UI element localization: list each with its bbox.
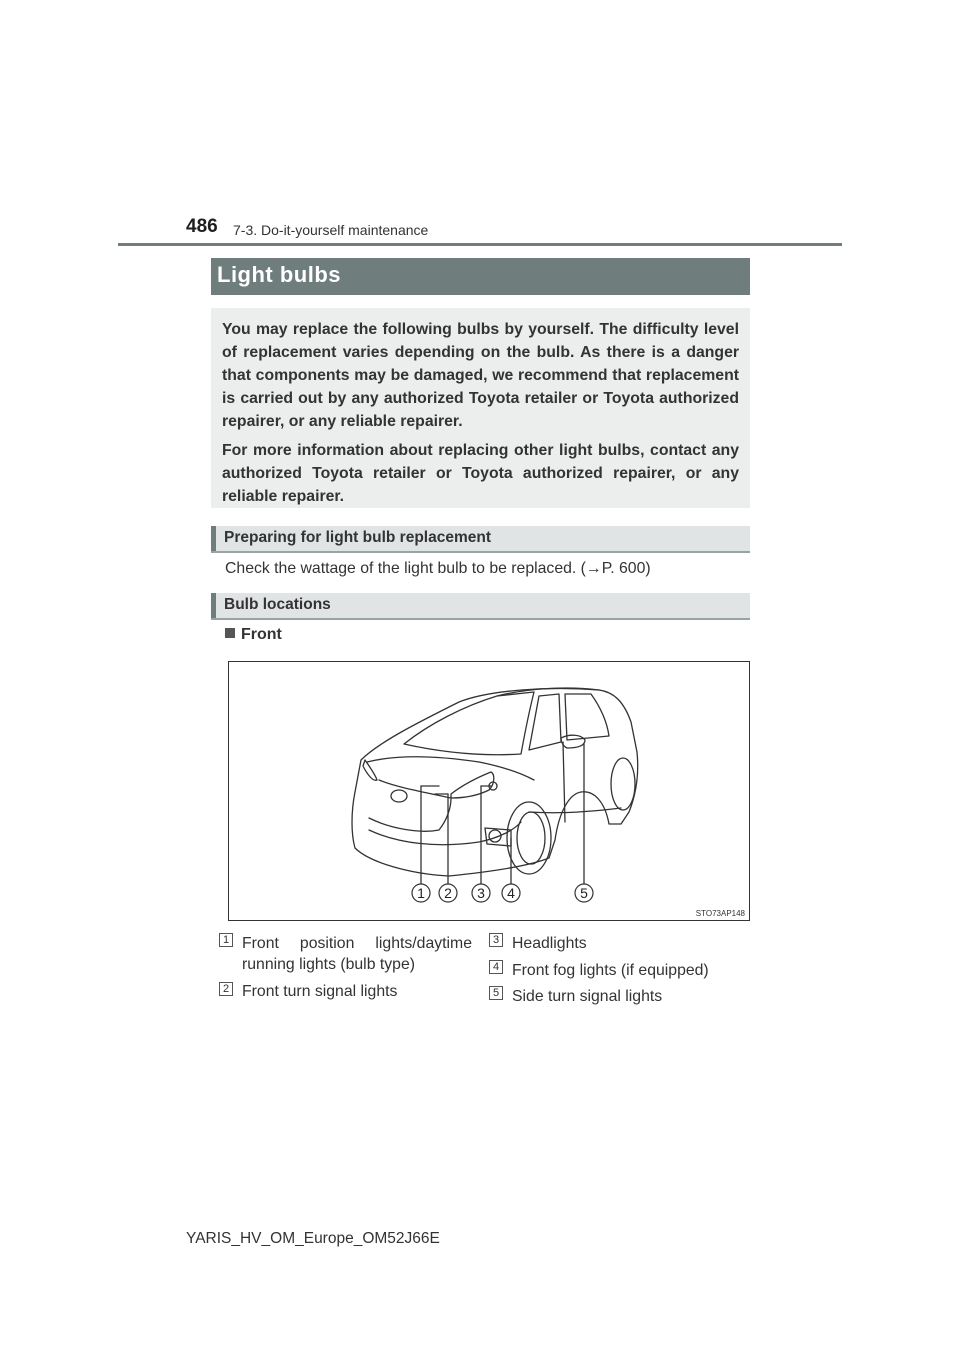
callout-number-4: 4 [507,885,515,901]
front-subheading [225,626,282,644]
legend-item-4: Front fog lights (if equipped) [512,962,709,979]
legend-badge-4: 4 [489,960,503,974]
figure-code: STO73AP148 [695,909,745,918]
legend-badge-3: 3 [489,933,503,947]
bulb-locations-heading-bar [211,593,750,620]
page-title: Light bulbs [217,262,342,287]
legend-item-2: Front turn signal lights [242,983,398,1000]
left-headlight [363,760,377,780]
front-subheading-text: Front [241,626,282,643]
intro-paragraph-2: For more information about replacing other light bulbs, contact any authorized Toyota retailer or Toyota authorized repairer, or any reliable repairer. [222,442,739,505]
legend-badge-2: 2 [219,982,233,996]
intro-paragraph-1: You may replace the following bulbs by yourself. The difficulty level of replacement varies depending on the bulb. As there is a danger that components may be damaged, we recommend that replacement is carried out by any authorized Toyota retailer or Toyota authorized repairer, or any reliable repairer. [222,321,739,430]
callout-number-2: 2 [444,885,452,901]
side-mirror [561,735,585,748]
legend-badge-1: 1 [219,933,233,947]
headlight-shape [451,772,494,798]
check-wattage-text: Check the wattage of the light bulb to be replaced. (→P. 600) [225,560,651,577]
page-number: 486 [186,216,218,237]
rear-side-window [565,694,609,740]
front-grille [369,780,451,831]
legend-item-3: Headlights [512,935,587,952]
car-front-figure [228,661,750,921]
section-reference: 7-3. Do-it-yourself maintenance [233,222,429,238]
emblem [391,790,407,802]
front-wheel-rim [517,812,545,864]
car-illustration [229,662,749,920]
page-title-bar [211,258,750,295]
windshield [404,692,534,755]
footer-document-code: YARIS_HV_OM_Europe_OM52J66E [186,1230,440,1247]
callout-number-3: 3 [477,885,485,901]
legend-item-5: Side turn signal lights [512,988,663,1005]
intro-box [211,308,750,508]
front-side-window [529,694,561,750]
legend-badge-5: 5 [489,986,503,1000]
callout-number-1: 1 [417,885,425,901]
callout-number-5: 5 [580,885,588,901]
square-bullet-icon [225,628,235,638]
hood-line [367,757,534,780]
legend-item-1: Front position lights/daytime running lights (bulb type) [242,935,472,973]
header-divider [118,243,842,246]
rear-wheel [611,758,635,810]
bulb-locations-heading: Bulb locations [224,596,331,613]
preparing-heading: Preparing for light bulb replacement [224,529,491,546]
preparing-heading-bar [211,526,750,553]
